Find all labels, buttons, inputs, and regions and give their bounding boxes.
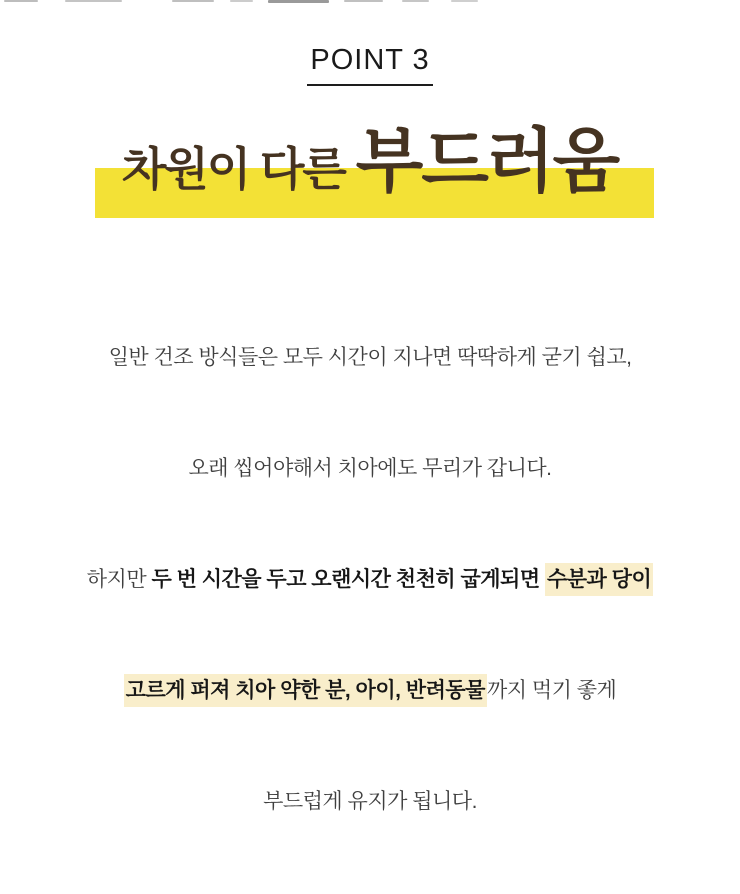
paragraph-segment-highlighted: 고르게 퍼져 치아 약한 분, 아이, 반려동물 [124, 674, 487, 707]
paragraph-line [0, 339, 740, 376]
page-title [0, 122, 740, 200]
paragraph-segment: 부드럽게 유지가 됩니다. [263, 790, 477, 813]
heading-block [0, 0, 740, 230]
paragraph-line [0, 450, 740, 487]
paragraph-segment: 까지 먹기 좋게 [486, 679, 617, 702]
page-title-prefix: 차원이 다른 [121, 143, 356, 195]
paragraph-line [0, 672, 740, 709]
paragraph-line [0, 783, 740, 820]
section-label-text: POINT 3 [307, 46, 432, 86]
paragraph-segment-highlighted: 수분과 당이 [545, 563, 653, 596]
description-paragraph [0, 265, 740, 894]
paragraph-segment-bold: 두 번 시간을 두고 오랜시간 천천히 굽게되면 [151, 568, 545, 591]
paragraph-segment: 오래 씹어야해서 치아에도 무리가 갑니다. [188, 457, 552, 480]
paragraph-segment: 하지만 [86, 568, 152, 591]
paragraph-line [0, 561, 740, 598]
page-title-emphasis: 부드러움 [355, 122, 619, 200]
paragraph-segment: 일반 건조 방식들은 모두 시간이 지나면 딱딱하게 굳기 쉽고, [108, 346, 632, 369]
